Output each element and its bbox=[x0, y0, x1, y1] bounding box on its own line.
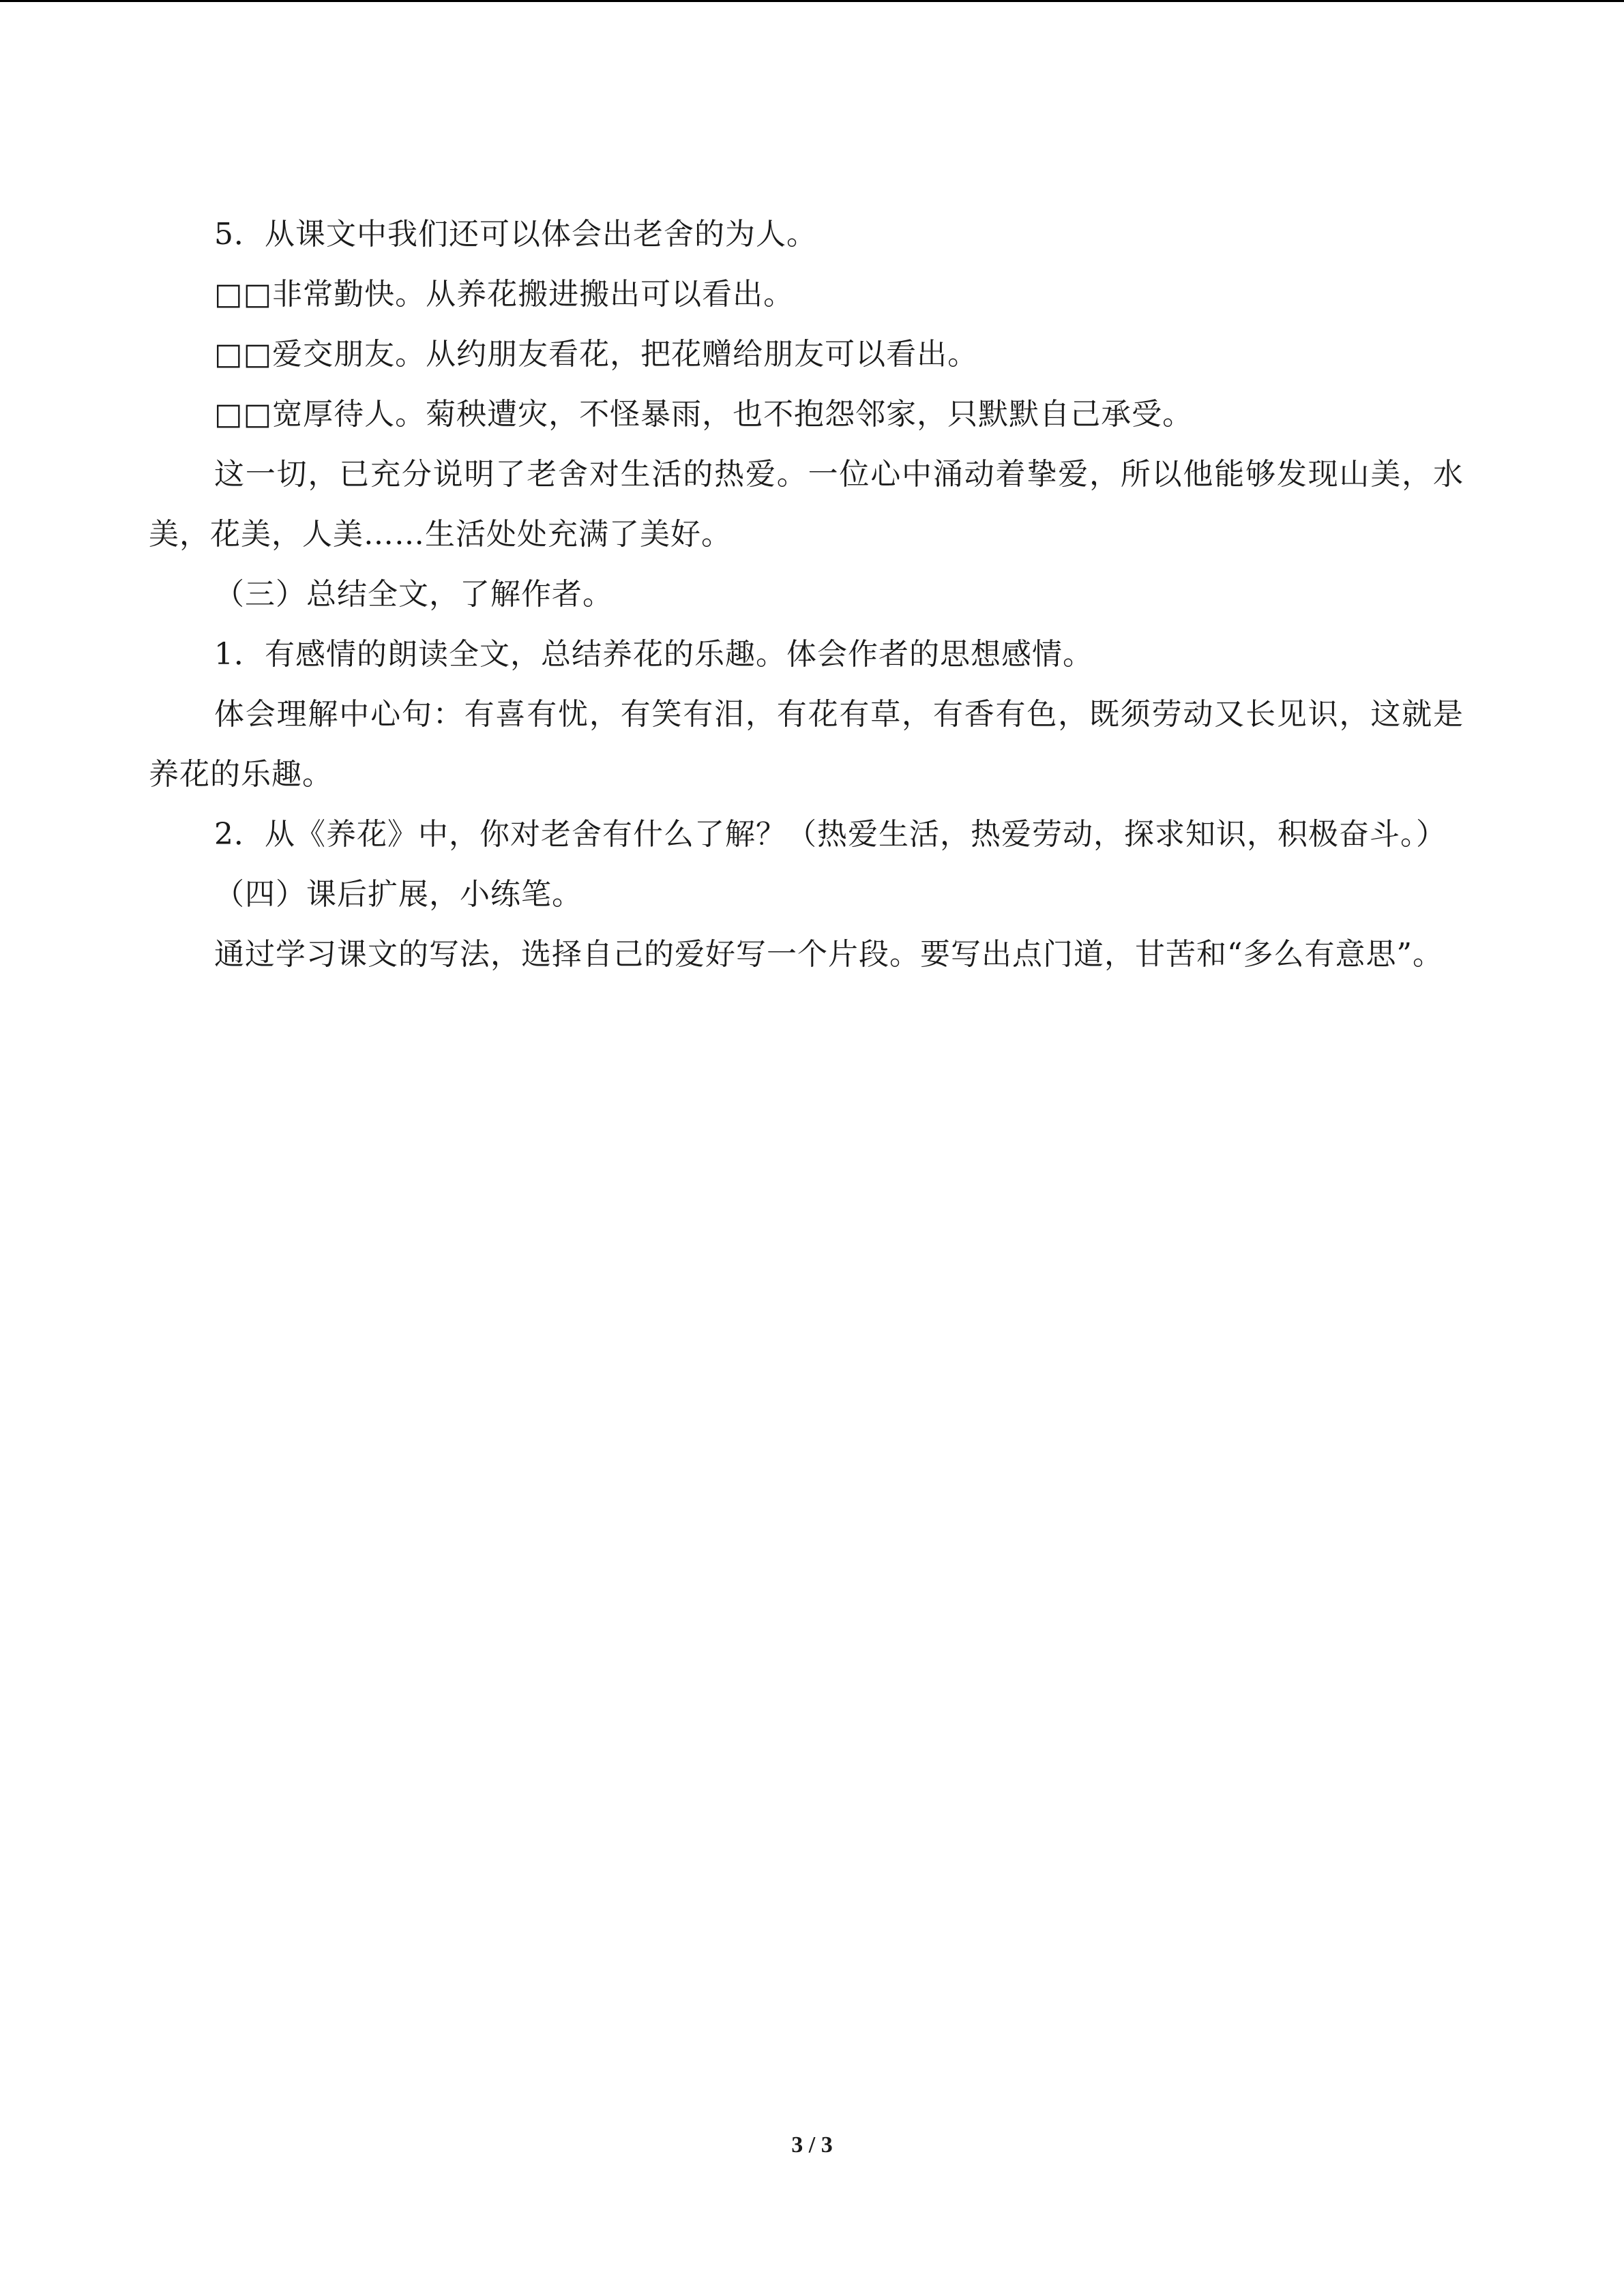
document-body bbox=[149, 205, 1464, 985]
page-number: 3 / 3 bbox=[791, 2132, 833, 2158]
section-heading-3: （三）总结全文，了解作者。 bbox=[214, 577, 613, 612]
paragraph-central-sentence: 体会理解中心句：有喜有忧，有笑有泪，有花有草，有香有色，既须劳动又长见识，这就是养花的乐趣。 bbox=[149, 697, 1464, 792]
section-heading-4: （四）课后扩展，小练笔。 bbox=[214, 877, 582, 912]
paragraph-step-2: 2．从《养花》中，你对老舍有什么了解？（热爱生活，热爱劳动，探求知识，积极奋斗。） bbox=[214, 817, 1447, 852]
paragraph-question-5: 5．从课文中我们还可以体会出老舍的为人。 bbox=[214, 217, 817, 252]
paragraph-generous: □□宽厚待人。菊秧遭灾，不怪暴雨，也不抱怨邻家，只默默自己承受。 bbox=[214, 397, 1194, 432]
paragraph-friendly: □□爱交朋友。从约朋友看花，把花赠给朋友可以看出。 bbox=[214, 337, 979, 372]
paragraph-step-1: 1．有感情的朗读全文，总结养花的乐趣。体会作者的思想感情。 bbox=[214, 637, 1093, 672]
paragraph-diligent: □□非常勤快。从养花搬进搬出可以看出。 bbox=[214, 277, 795, 312]
paragraph-summary-love: 这一切，已充分说明了老舍对生活的热爱。一位心中涌动着挚爱，所以他能够发现山美，水美，花美，人美……生活处处充满了美好。 bbox=[149, 457, 1464, 552]
top-border-line bbox=[0, 0, 1624, 2]
paragraph-writing-task: 通过学习课文的写法，选择自己的爱好写一个片段。要写出点门道，甘苦和“多么有意思”。 bbox=[214, 937, 1443, 972]
